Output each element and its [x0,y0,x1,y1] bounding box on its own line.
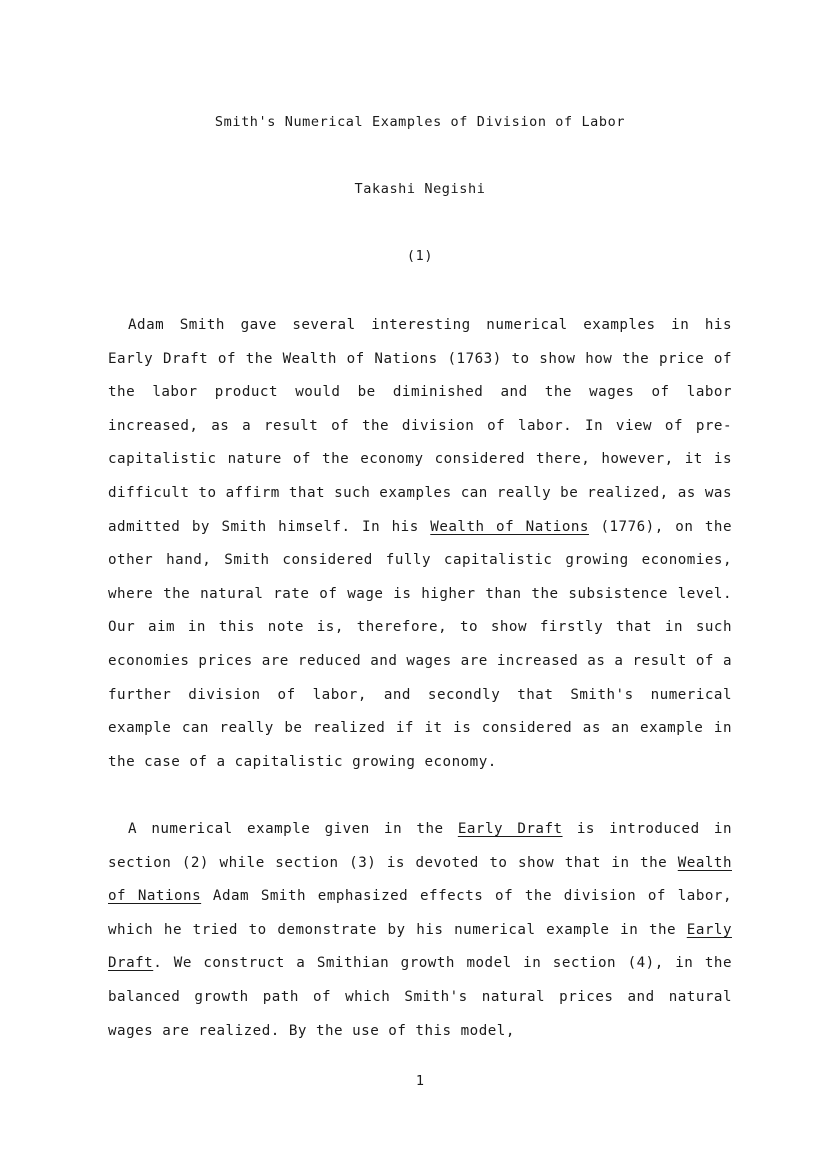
paragraph-text: is introduced in section (2) while section (3) is devoted to show that in the [108,821,732,871]
paragraph-2 [108,813,732,1048]
book-title-underlined: Wealth of Nations [430,518,589,535]
paragraph-text: (1776), on the other hand, Smith considered fully capitalistic growing economies, where the natural rate of wage is higher than the subsistence level. Our aim in this note is, therefore, to show firstly that in such economies prices are reduced and wages are increased as a result of a further division of labor, and secondly that Smith's numerical example can really be realized if it is considered as an example in the case of a capitalistic growing economy. [108,518,733,770]
paragraph-1 [108,309,732,779]
paragraph-text: Adam Smith emphasized effects of the division of labor, which he tried to demonstrate by his numerical example in the [108,888,732,938]
paragraph-text: Early Draft of the Wealth of Nations [108,350,438,367]
paragraph-text: Adam Smith gave several interesting numerical examples in his [128,317,732,333]
book-title-underlined: Wealth of Nations [108,854,732,905]
paper-title: Smith's Numerical Examples of Division of Labor [214,114,626,130]
page-number: 1 [415,1073,425,1089]
author-name: Takashi Negishi [354,181,486,197]
book-title-underlined: Early Draft [457,821,563,837]
paragraph-text: A numerical example given in the [128,821,458,837]
section-number: (1) [406,248,434,264]
paragraph-text: . We construct a Smithian growth model in section (4), in the balanced growth path of which Smith's natural prices and natural wages are realized. By the use of this model, [108,955,732,1039]
paragraph-text: (1763) to show how the price of the labor product would be diminished and the wages of labor increased, as a result of the division of labor. In view of pre-capitalistic nature of the economy considered there, however, it is difficult to affirm that such examples can really be realized, as was admitted by Smith himself. In his [108,350,732,535]
book-title-underlined: Early Draft [108,921,732,972]
